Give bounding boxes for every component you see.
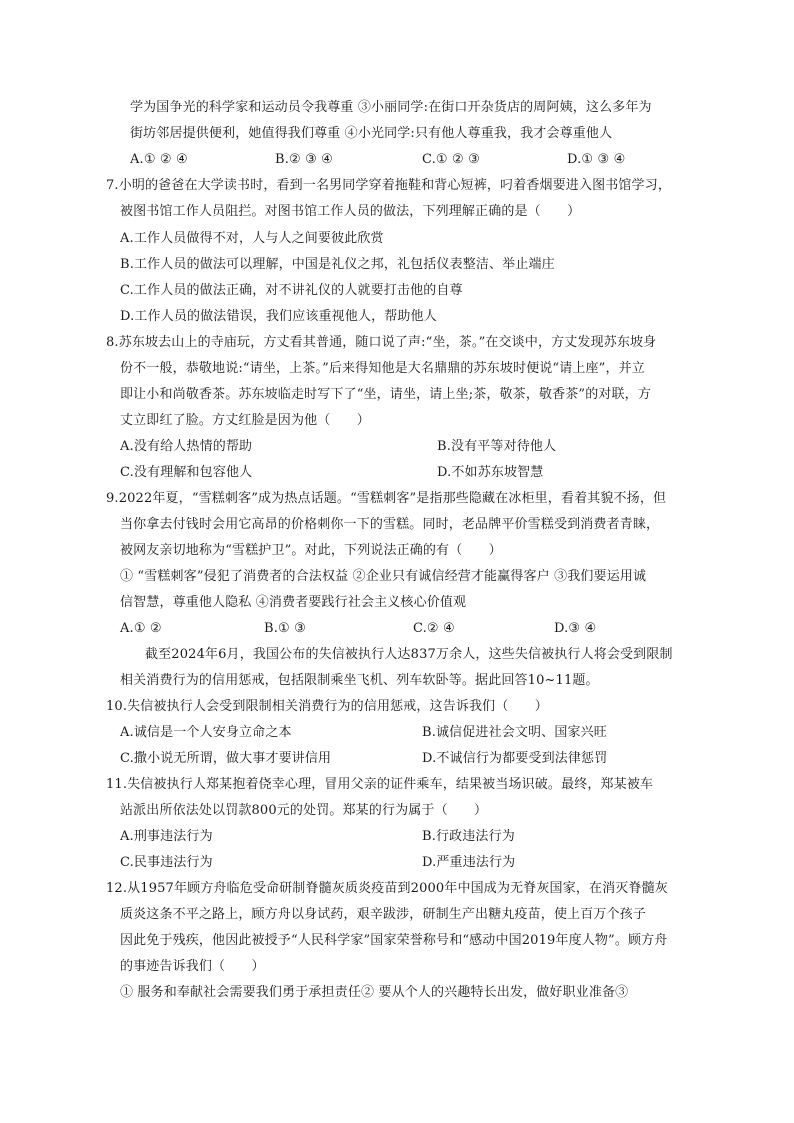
q10-option-d: D.不诚信行为都要受到法律惩罚 — [422, 751, 608, 766]
q12-stem-line-2: 质炎这条不平之路上，顾方舟以身试药，艰辛跋涉，研制生产出糖丸疫苗，使上百万个孩子 — [120, 907, 647, 922]
material-line-2: 相关消费行为的信用惩戒，包括限制乘坐飞机、列车软卧等。据此回答10~11题。 — [120, 673, 599, 688]
q10-option-c: C.撒小说无所谓，做大事才要讲信用 — [120, 751, 332, 766]
q8-option-c: C.没有理解和包容他人 — [120, 465, 253, 480]
q9-stem-line-2: 当你拿去付钱时会用它高昂的价格刺你一下的雪糕。同时，老品牌平价雪糕受到消费者青睐， — [120, 517, 660, 532]
q6-option-d: D.① ③ ④ — [567, 152, 626, 167]
q11-option-b: B.行政违法行为 — [422, 829, 515, 844]
q6-continuation-line-2: 街坊邻居提供便利，她值得我们尊重 ④小光同学:只有他人尊重我，我才会尊重他人 — [130, 126, 613, 141]
q10-stem: 10.失信被执行人会受到限制相关消费行为的信用惩戒，这告诉我们（ ） — [106, 699, 548, 714]
q6-option-c: C.① ② ③ — [422, 152, 480, 167]
q8-stem-line-4: 丈立即红了脸。方丈红脸是因为他（ ） — [120, 413, 370, 428]
q6-option-b: B.② ③ ④ — [275, 152, 333, 167]
q12-stem-line-4: 的事迹告诉我们（ ） — [120, 959, 265, 974]
q12-statements-line-1: ① 服务和奉献社会需要我们勇于承担责任② 要从个人的兴趣特长出发，做好职业准备③ — [120, 985, 629, 1000]
q12-stem-line-3: 因此免于残疾，他因此被授予“人民科学家”国家荣誉称号和“感动中国2019年度人物”。顾方舟 — [120, 933, 668, 948]
q7-option-c: C.工作人员的做法正确，对不讲礼仪的人就要打击他的自尊 — [120, 283, 463, 298]
q9-stem-line-1: 9.2022年夏，“雪糕刺客”成为热点话题。“雪糕刺客”是指那些隐藏在冰柜里，看着其貌不扬，但 — [106, 491, 667, 506]
q11-stem-line-2: 站派出所依法处以罚款800元的处罚。郑某的行为属于（ ） — [120, 803, 488, 818]
q7-option-a: A.工作人员做得不对，人与人之间要彼此欣赏 — [120, 231, 384, 246]
q9-option-b: B.① ③ — [264, 621, 306, 636]
q11-option-a: A.刑事违法行为 — [120, 829, 213, 844]
q9-stem-line-3: 被网友亲切地称为“雪糕护卫”。对此，下列说法正确的有（ ） — [120, 543, 502, 558]
q10-option-b: B.诚信促进社会文明、国家兴旺 — [422, 725, 607, 740]
q7-option-d: D.工作人员的做法错误，我们应该重视他人，帮助他人 — [120, 309, 437, 324]
q12-stem-line-1: 12.从1957年顾方舟临危受命研制脊髓灰质炎疫苗到2000年中国成为无脊灰国家，在消灭脊髓灰 — [106, 881, 668, 896]
q8-option-b: B.没有平等对待他人 — [437, 439, 557, 454]
q9-statements-line-1: ① “雪糕刺客”侵犯了消费者的合法权益 ②企业只有诚信经营才能赢得客户 ③我们要运用诚 — [120, 569, 647, 584]
q6-option-a: A.① ② ④ — [130, 152, 188, 167]
q7-option-b: B.工作人员的做法可以理解，中国是礼仪之邦，礼包括仪表整洁、举止端庄 — [120, 257, 555, 272]
material-line-1: 截至2024年6月，我国公布的失信被执行人达837万余人，这些失信被执行人将会受到限制 — [145, 647, 673, 662]
q8-option-a: A.没有给人热情的帮助 — [120, 439, 253, 454]
q8-stem-line-1: 8.苏东坡去山上的寺庙玩，方丈看其普通，随口说了声:“坐，茶。”在交谈中，方丈发现苏东坡身 — [106, 335, 657, 350]
q9-option-a: A.① ② — [120, 621, 162, 636]
q8-stem-line-2: 份不一般，恭敬地说:“请坐，上茶。”后来得知他是大名鼎鼎的苏东坡时便说“请上座”，并立 — [120, 361, 645, 376]
q7-stem-line-1: 7.小明的爸爸在大学读书时，看到一名男同学穿着拖鞋和背心短裤，叼着香烟要进入图书馆学习， — [106, 178, 672, 193]
q8-stem-line-3: 即让小和尚敬香茶。苏东坡临走时写下了“坐，请坐，请上坐;茶，敬茶，敬香茶”的对联，方 — [120, 387, 651, 402]
q9-option-d: D.③ ④ — [554, 621, 597, 636]
q9-option-c: C.② ④ — [413, 621, 455, 636]
q9-statements-line-2: 信智慧，尊重他人隐私 ④消费者要践行社会主义核心价值观 — [120, 595, 467, 610]
q6-continuation-line-1: 学为国争光的科学家和运动员令我尊重 ③小丽同学:在街口开杂货店的周阿姨，这么多年为 — [130, 100, 652, 115]
q11-option-c: C.民事违法行为 — [120, 855, 213, 870]
q10-option-a: A.诚信是一个人安身立命之本 — [120, 725, 292, 740]
q11-stem-line-1: 11.失信被执行人郑某抱着侥幸心理，冒用父亲的证件乘车，结果被当场识破。最终，郑某被车 — [106, 777, 654, 792]
q8-option-d: D.不如苏东坡智慧 — [437, 465, 544, 480]
q7-stem-line-2: 被图书馆工作人员阻拦。对图书馆工作人员的做法，下列理解正确的是（ ） — [120, 204, 581, 219]
q11-option-d: D.严重违法行为 — [422, 855, 516, 870]
